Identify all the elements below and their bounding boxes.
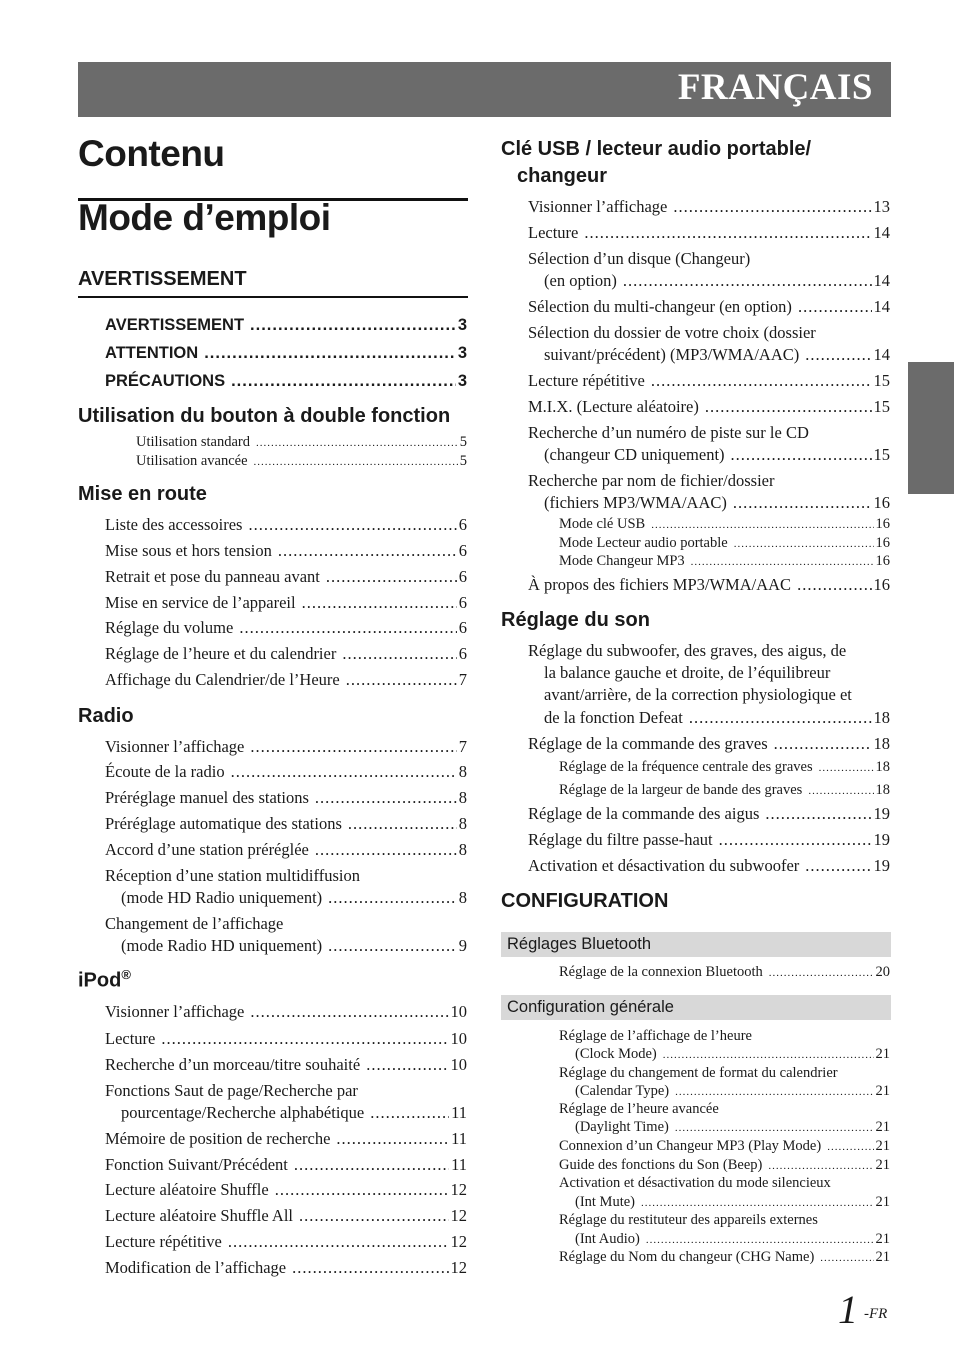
section-son: Réglage du son — [501, 609, 650, 631]
toc-entry[interactable]: Visionner l’affichage ..... 10 — [105, 1001, 467, 1023]
language-banner — [78, 62, 891, 117]
toc-entry-line: Fonctions Saut de page/Recherche par — [105, 1081, 358, 1100]
toc-entry[interactable]: Réglage de l’heure et du calendrier ..... 6 — [105, 643, 467, 665]
toc-entry[interactable]: Modification de l’affichage ..... 12 — [105, 1257, 467, 1279]
toc-entry-line: la balance gauche et droite, de l’équilibreur — [544, 663, 831, 682]
toc-entry-line: Sélection du dossier de votre choix (dossier — [528, 323, 816, 342]
toc-entry[interactable]: Utilisation standard ..... 5 — [136, 433, 467, 451]
toc-entry[interactable]: Lecture ..... 10 — [105, 1028, 467, 1050]
toc-entry[interactable]: Guide des fonctions du Son (Beep) ..... 21 — [559, 1156, 890, 1174]
toc-entry[interactable]: Mémoire de position de recherche ..... 11 — [105, 1128, 467, 1150]
page-number: 1 — [838, 1287, 858, 1332]
toc-entry[interactable]: PRÉCAUTIONS ..... 3 — [105, 370, 467, 392]
page-suffix: -FR — [864, 1306, 888, 1322]
toc-entry-line: Sélection d’un disque (Changeur) — [528, 249, 751, 268]
toc-entry[interactable]: Réglage du volume ..... 6 — [105, 617, 467, 639]
toc-entry[interactable]: (Int Audio) ..... 21 — [575, 1230, 890, 1248]
toc-entry[interactable]: Réglage de la commande des graves ..... 18 — [528, 733, 890, 755]
toc-entry[interactable]: Écoute de la radio ..... 8 — [105, 761, 467, 783]
toc-entry[interactable]: Réglage de la largeur de bande des graves ..... 18 — [559, 781, 890, 799]
toc-entry[interactable]: Réglage de la connexion Bluetooth ..... 20 — [559, 963, 890, 981]
toc-entry-line: Réglage du restituteur des appareils externes — [559, 1212, 818, 1228]
section-configuration: CONFIGURATION — [501, 890, 669, 912]
toc-entry[interactable]: AVERTISSEMENT ..... 3 — [105, 314, 467, 336]
toc-entry[interactable]: Sélection du multi-changeur (en option) ..... 14 — [528, 296, 890, 318]
heading-contenu: Contenu — [78, 133, 225, 174]
toc-entry-line: Réglage de l’affichage de l’heure — [559, 1028, 752, 1044]
toc-entry[interactable]: (mode HD Radio uniquement) ..... 8 — [121, 887, 467, 909]
toc-entry[interactable]: Utilisation avancée ..... 5 — [136, 452, 467, 470]
toc-entry[interactable]: Lecture ..... 14 — [528, 222, 890, 244]
toc-entry[interactable]: Lecture répétitive ..... 12 — [105, 1231, 467, 1253]
toc-entry[interactable]: (fichiers MP3/WMA/AAC) ..... 16 — [544, 492, 890, 514]
toc-entry[interactable]: Liste des accessoires ..... 6 — [105, 514, 467, 536]
toc-entry[interactable]: (Int Mute) ..... 21 — [575, 1193, 890, 1211]
toc-entry[interactable]: (Clock Mode) ..... 21 — [575, 1045, 890, 1063]
section-ipod: iPod® — [78, 967, 131, 992]
toc-entry-line: Activation et désactivation du mode silencieux — [559, 1175, 831, 1191]
toc-entry[interactable]: M.I.X. (Lecture aléatoire) ..... 15 — [528, 396, 890, 418]
toc-entry[interactable]: Visionner l’affichage ..... 7 — [105, 736, 467, 758]
toc-entry[interactable]: Connexion d’un Changeur MP3 (Play Mode) ..... 21 — [559, 1137, 890, 1155]
toc-entry-line: Recherche par nom de fichier/dossier — [528, 471, 775, 490]
section-rule — [78, 296, 468, 298]
toc-entry[interactable]: (mode Radio HD uniquement) ..... 9 — [121, 935, 467, 957]
section-usb: Clé USB / lecteur audio portable/ — [501, 138, 812, 160]
toc-entry[interactable]: Lecture répétitive ..... 15 — [528, 370, 890, 392]
toc-entry[interactable]: Mode clé USB ..... 16 — [559, 515, 890, 533]
toc-entry[interactable]: Recherche d’un morceau/titre souhaité ..... 10 — [105, 1054, 467, 1076]
toc-entry-line: Recherche d’un numéro de piste sur le CD — [528, 423, 809, 442]
toc-entry[interactable]: À propos des fichiers MP3/WMA/AAC ..... 16 — [528, 574, 890, 596]
toc-entry[interactable]: Retrait et pose du panneau avant ..... 6 — [105, 566, 467, 588]
toc-entry[interactable]: (Daylight Time) ..... 21 — [575, 1118, 890, 1136]
toc-entry[interactable]: pourcentage/Recherche alphabétique ..... 11 — [121, 1102, 467, 1124]
banner-title: FRANÇAIS — [677, 67, 873, 108]
subsection-bluetooth: Réglages Bluetooth — [501, 932, 891, 957]
toc-entry[interactable]: Préréglage manuel des stations ..... 8 — [105, 787, 467, 809]
toc-entry-line: Réception d’une station multidiffusion — [105, 866, 360, 885]
toc-entry[interactable]: Accord d’une station préréglée ..... 8 — [105, 839, 467, 861]
toc-entry[interactable]: Affichage du Calendrier/de l’Heure ..... 7 — [105, 669, 467, 691]
toc-entry[interactable]: Visionner l’affichage ..... 13 — [528, 196, 890, 218]
toc-entry[interactable]: (changeur CD uniquement) ..... 15 — [544, 444, 890, 466]
toc-entry-line: Réglage de l’heure avancée — [559, 1101, 719, 1117]
toc-entry[interactable]: Lecture aléatoire Shuffle All ..... 12 — [105, 1205, 467, 1227]
toc-entry[interactable]: Réglage du Nom du changeur (CHG Name) ..... 21 — [559, 1248, 890, 1266]
subsection-general: Configuration générale — [501, 995, 891, 1020]
toc-entry[interactable]: Mode Changeur MP3 ..... 16 — [559, 552, 890, 570]
toc-entry[interactable]: Réglage de la fréquence centrale des graves ..... 18 — [559, 758, 890, 776]
section-usb-cont: changeur — [517, 165, 608, 187]
toc-entry[interactable]: Mise en service de l’appareil ..... 6 — [105, 592, 467, 614]
toc-entry[interactable]: Activation et désactivation du subwoofer ..... 19 — [528, 855, 890, 877]
section-avertissement: AVERTISSEMENT — [78, 268, 247, 290]
toc-entry-line: avant/arrière, de la correction physiologique et — [544, 685, 852, 704]
section-bouton: Utilisation du bouton à double fonction — [78, 405, 451, 427]
toc-entry[interactable]: (Calendar Type) ..... 21 — [575, 1082, 890, 1100]
toc-entry[interactable]: (en option) ..... 14 — [544, 270, 890, 292]
toc-entry[interactable]: Réglage du filtre passe-haut ..... 19 — [528, 829, 890, 851]
toc-entry-line: Réglage du subwoofer, des graves, des aigus, de — [528, 641, 847, 660]
toc-entry[interactable]: Mode Lecteur audio portable ..... 16 — [559, 534, 890, 552]
side-tab — [908, 362, 954, 494]
toc-entry[interactable]: de la fonction Defeat ..... 18 — [544, 707, 890, 729]
toc-entry[interactable]: Réglage de la commande des aigus ..... 19 — [528, 803, 890, 825]
toc-entry[interactable]: Fonction Suivant/Précédent ..... 11 — [105, 1154, 467, 1176]
toc-entry[interactable]: Lecture aléatoire Shuffle ..... 12 — [105, 1179, 467, 1201]
section-mise-en-route: Mise en route — [78, 483, 207, 505]
toc-entry-line: Réglage du changement de format du calendrier — [559, 1065, 838, 1081]
section-radio: Radio — [78, 705, 134, 727]
toc-entry-line: Changement de l’affichage — [105, 914, 284, 933]
heading-mode-emploi: Mode d’emploi — [78, 197, 331, 238]
toc-entry[interactable]: ATTENTION ..... 3 — [105, 342, 467, 364]
toc-entry[interactable]: Mise sous et hors tension ..... 6 — [105, 540, 467, 562]
toc-entry[interactable]: suivant/précédent) (MP3/WMA/AAC) ..... 14 — [544, 344, 890, 366]
toc-entry[interactable]: Préréglage automatique des stations ..... 8 — [105, 813, 467, 835]
